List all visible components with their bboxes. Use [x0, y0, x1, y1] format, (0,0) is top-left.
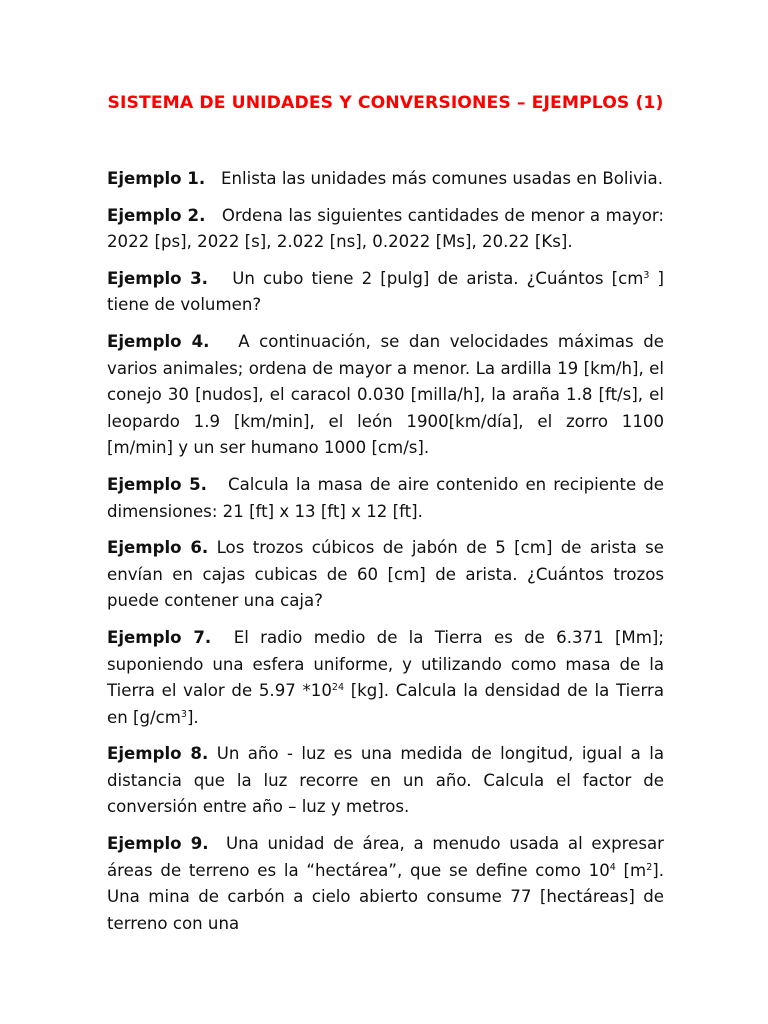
page-title: SISTEMA DE UNIDADES Y CONVERSIONES – EJEMPLOS (1)	[107, 93, 664, 113]
superscript: 24	[331, 682, 344, 694]
example-8	[107, 741, 664, 821]
superscript: 4	[609, 861, 616, 873]
example-text: ]. Una mina de carbón a cielo abierto consume 77 [hectáreas] de terreno con una	[107, 860, 664, 933]
example-text: Un año - luz es una medida de longitud, igual a la distancia que la luz recorre en un año. Calcula el factor de conversión entre año – luz y metros.	[107, 744, 664, 817]
superscript: 2	[646, 861, 653, 873]
superscript: 3	[643, 269, 650, 281]
example-4	[107, 329, 664, 462]
example-text: El radio medio de la Tierra es de 6.371 [Mm]; suponiendo una esfera uniforme, y utilizando como masa de la Tierra el valor de 5.97 *10	[107, 627, 664, 701]
example-1	[107, 166, 664, 193]
example-text: [m	[615, 860, 647, 880]
example-label: Ejemplo 1.	[107, 169, 206, 188]
example-3	[107, 266, 664, 319]
superscript: 3	[180, 708, 187, 720]
example-9	[107, 831, 664, 937]
example-label: Ejemplo 6.	[107, 538, 209, 558]
example-text: Un cubo tiene 2 [pulg] de arista. ¿Cuántos [cm	[232, 268, 644, 288]
example-7	[107, 625, 664, 731]
example-label: Ejemplo 2.	[107, 205, 206, 225]
example-label: Ejemplo 3.	[107, 268, 208, 288]
example-label: Ejemplo 4.	[107, 331, 210, 351]
example-6	[107, 535, 664, 615]
example-5	[107, 472, 664, 525]
example-text: Calcula la masa de aire contenido en recipiente de dimensiones: 21 [ft] x 13 [ft] x 12 [ft].	[107, 474, 664, 521]
example-text: A continuación, se dan velocidades máximas de varios animales; ordena de mayor a menor. La ardilla 19 [km/h], el conejo 30 [nudos], el caracol 0.030 [milla/h], la araña 1.8 [ft/s], el leopardo 1.9 [km/min], el león 1900[km/día], el zorro 1100 [m/min] y un ser humano 1000 [cm/s].	[107, 331, 664, 458]
example-text: Los trozos cúbicos de jabón de 5 [cm] de arista se envían en cajas cubicas de 60 [cm] de arista. ¿Cuántos trozos puede contener una caja?	[107, 538, 664, 611]
example-label: Ejemplo 9.	[107, 834, 209, 854]
example-text: Una unidad de área, a menudo usada al expresar áreas de terreno es la “hectárea”, que se define como 10	[107, 834, 664, 880]
example-text: Enlista las unidades más comunes usadas en Bolivia.	[221, 169, 663, 188]
example-text: Ordena las siguientes cantidades de menor a mayor: 2022 [ps], 2022 [s], 2.022 [ns], 0.2022 [Ms], 20.22 [Ks].	[107, 205, 664, 252]
example-label: Ejemplo 5.	[107, 474, 207, 494]
examples-list	[107, 166, 664, 937]
example-text: ] tiene de volumen?	[107, 268, 664, 315]
example-text: ].	[186, 707, 199, 727]
example-text: [kg]. Calcula la densidad de la Tierra en [g/cm	[107, 681, 664, 727]
example-label: Ejemplo 7.	[107, 627, 212, 647]
example-2	[107, 203, 664, 256]
example-label: Ejemplo 8.	[107, 744, 209, 764]
